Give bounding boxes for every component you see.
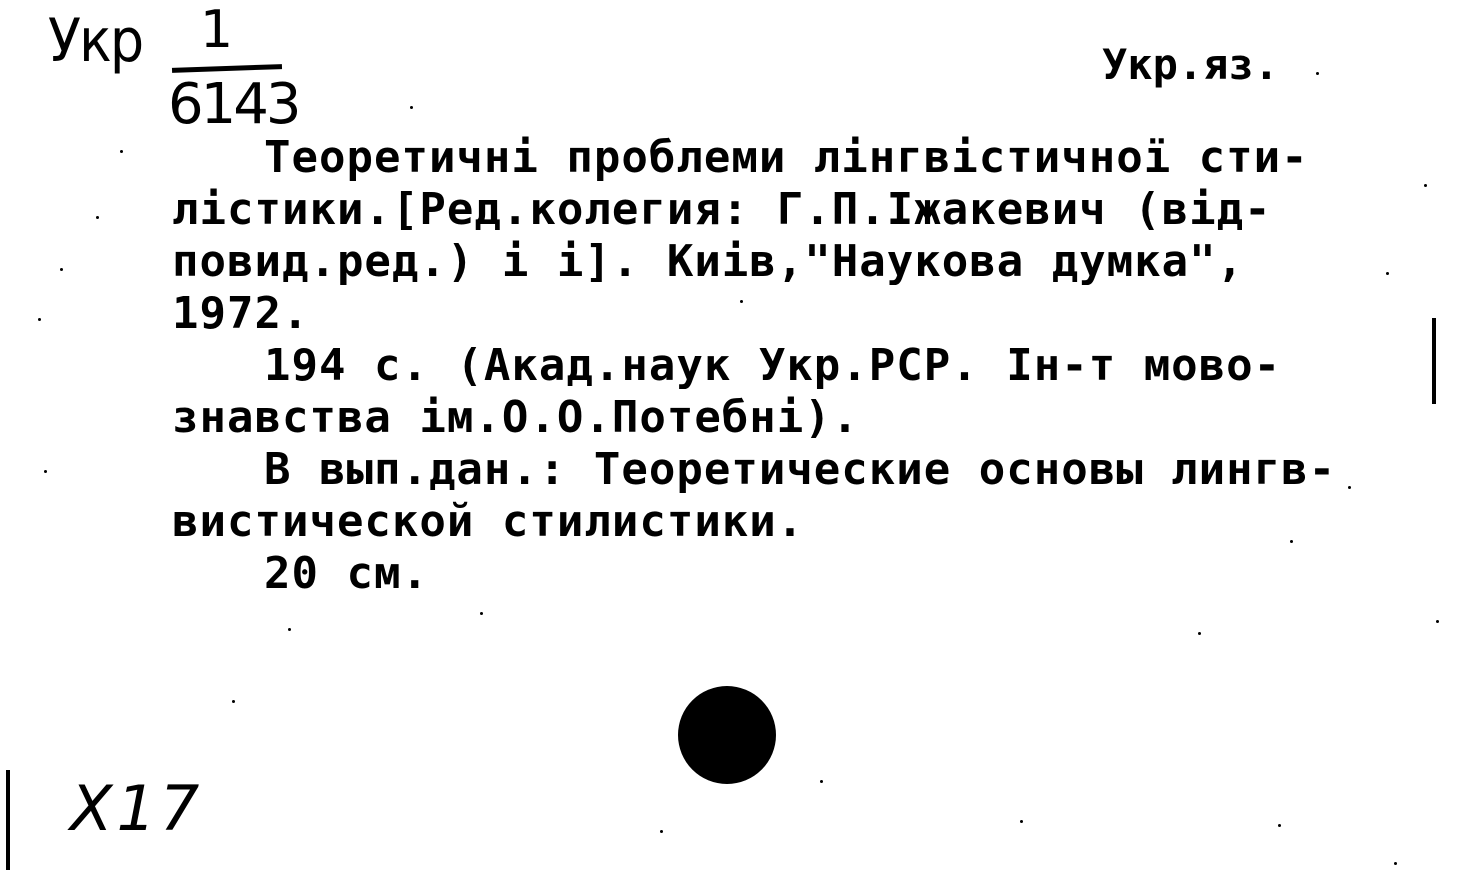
scan-speck — [740, 300, 743, 303]
scan-speck — [1436, 620, 1439, 623]
scan-speck — [1020, 820, 1023, 823]
entry-year-line: 1972. — [172, 288, 310, 339]
scan-speck — [1394, 862, 1397, 865]
scan-speck — [1424, 184, 1427, 187]
handwritten-mark: Х17 — [70, 772, 204, 845]
department-label: Укр.яз. — [1102, 40, 1280, 89]
scan-speck — [1198, 632, 1201, 635]
entry-title-line-1: Теоретичні проблеми лінгвістичної сти- — [264, 132, 1309, 183]
scan-speck — [120, 150, 123, 153]
scan-speck — [1348, 486, 1351, 489]
entry-note-line-2: вистической стилистики. — [172, 496, 805, 547]
scan-speck — [1290, 540, 1293, 543]
entry-series-line: знавства ім.О.О.Потебні). — [172, 392, 860, 443]
call-number-prefix: Укр — [48, 6, 143, 76]
call-number-numerator: 1 — [200, 0, 234, 60]
bibliographic-entry — [172, 132, 1412, 600]
scan-speck — [1386, 272, 1389, 275]
card-edge-right — [1432, 318, 1436, 404]
scan-speck — [1278, 824, 1281, 827]
entry-note-line-1: В вып.дан.: Теоретические основы лингв- — [264, 444, 1337, 495]
scan-speck — [38, 318, 41, 321]
scan-speck — [480, 612, 483, 615]
scan-speck — [820, 780, 823, 783]
entry-title-line-2: лістики.[Ред.колегия: Г.П.Іжакевич (від- — [172, 184, 1272, 235]
call-number-denominator: 6143 — [168, 72, 299, 137]
entry-imprint-line: повид.ред.) і і]. Киів,"Наукова думка", — [172, 236, 1245, 287]
scan-speck — [60, 268, 63, 271]
card-punch-hole — [678, 686, 776, 784]
entry-size-line: 20 см. — [264, 548, 429, 599]
scan-speck — [96, 216, 99, 219]
card-edge-left — [6, 770, 10, 870]
entry-pages-line: 194 с. (Акад.наук Укр.РСР. Ін-т мово- — [264, 340, 1282, 391]
scan-speck — [410, 106, 413, 109]
scan-speck — [44, 470, 47, 473]
scan-speck — [1316, 72, 1319, 75]
scan-speck — [660, 830, 663, 833]
scan-speck — [288, 628, 291, 631]
scan-speck — [232, 700, 235, 703]
